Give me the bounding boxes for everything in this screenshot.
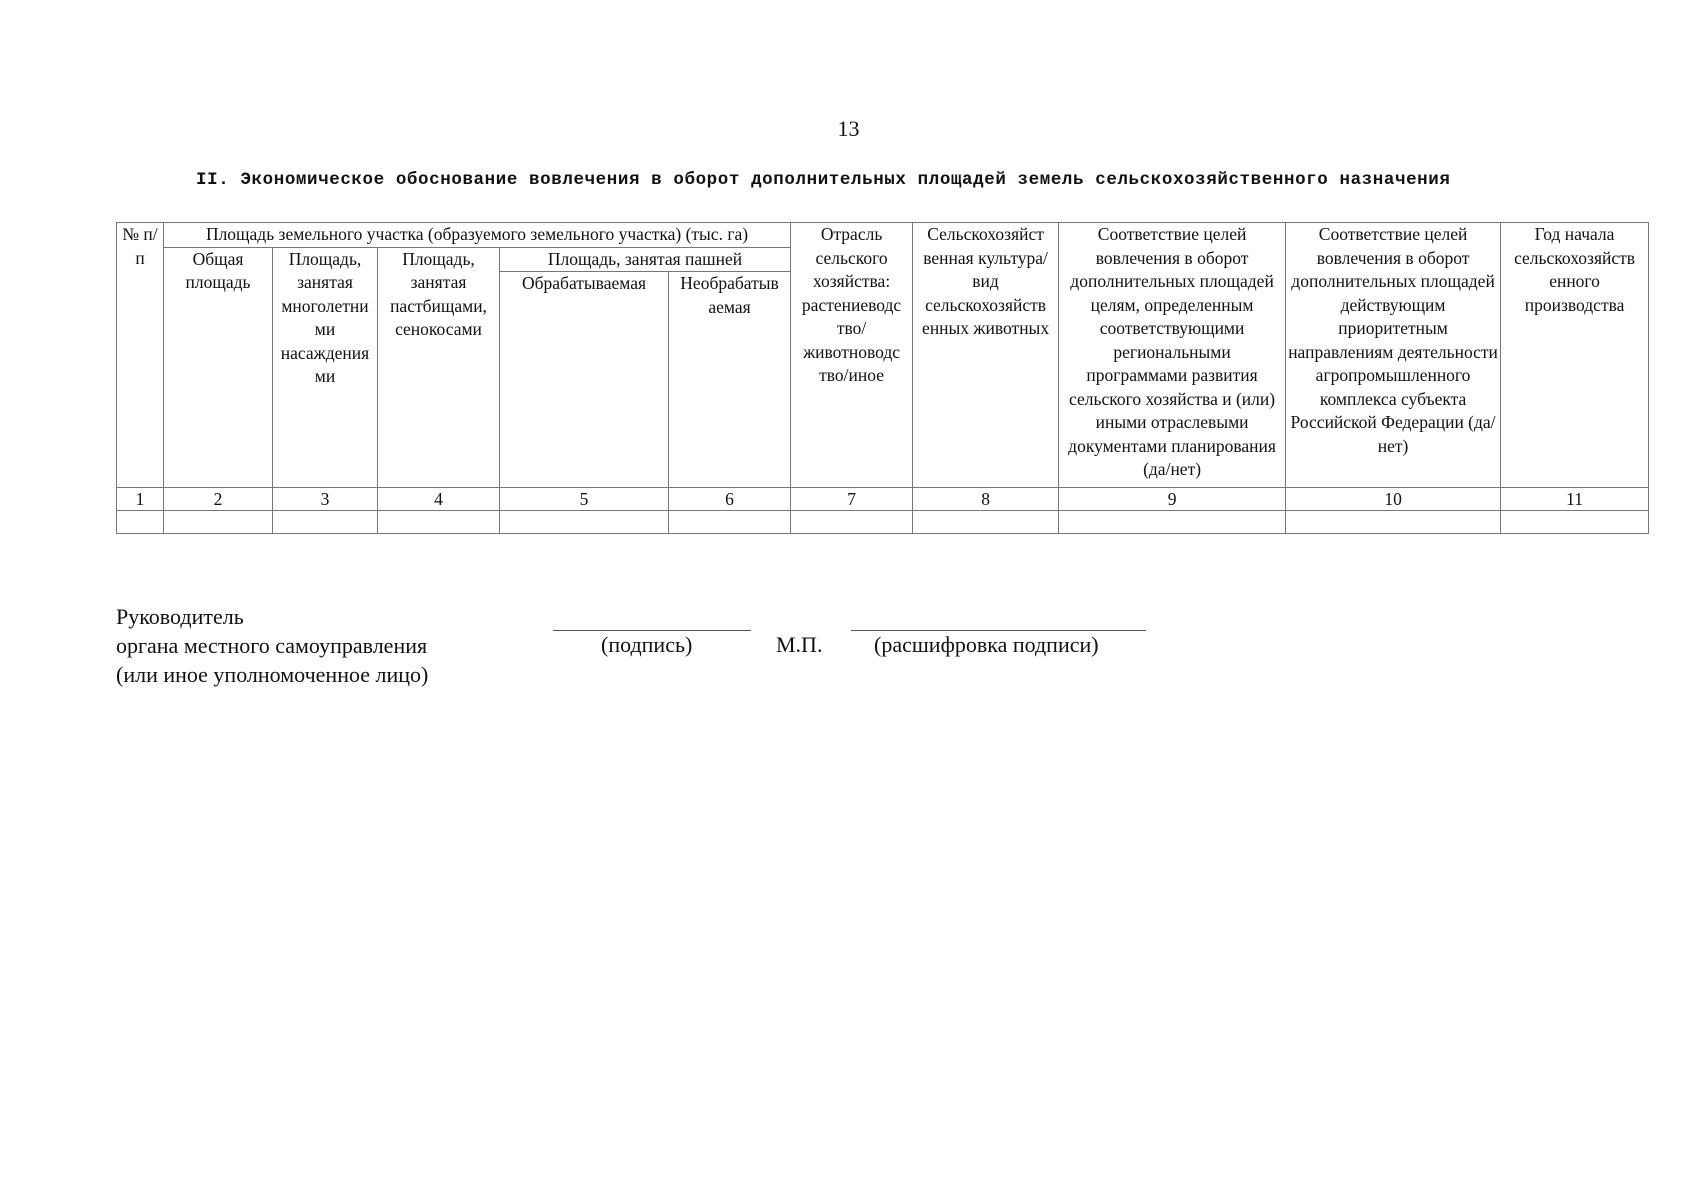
stamp-label: М.П. xyxy=(776,632,823,657)
header-cell-perennial: Площадь, занятая многолетни ми насаждения ми xyxy=(273,247,378,488)
empty-cell[interactable] xyxy=(500,511,669,534)
table-row xyxy=(117,511,1649,534)
signatory-alt: (или иное уполномоченное лицо) xyxy=(116,662,429,687)
header-cell-cultivated: Обрабатываемая xyxy=(500,272,669,488)
header-cell-uncultivated: Необрабатыв аемая xyxy=(669,272,791,488)
column-number: 10 xyxy=(1286,488,1501,511)
column-number: 5 xyxy=(500,488,669,511)
header-cell-priority: Соответствие целей вовлечения в оборот дополнительных площадей действующим приоритетным направлениям деятельности агропромышленного комплекса субъекта Российской Федерации (да/нет) xyxy=(1286,223,1501,488)
column-number: 8 xyxy=(913,488,1059,511)
land-use-table xyxy=(116,222,1649,534)
header-cell-area-group: Площадь земельного участка (образуемого земельного участка) (тыс. га) xyxy=(164,223,791,248)
empty-cell[interactable] xyxy=(117,511,164,534)
column-number-row xyxy=(117,488,1649,511)
header-cell-arable-group: Площадь, занятая пашней xyxy=(500,247,791,272)
column-number: 2 xyxy=(164,488,273,511)
column-number: 3 xyxy=(273,488,378,511)
header-cell-total: Общая площадь xyxy=(164,247,273,488)
empty-cell[interactable] xyxy=(913,511,1059,534)
empty-cell[interactable] xyxy=(378,511,500,534)
column-number: 7 xyxy=(791,488,913,511)
header-cell-year: Год начала сельскохозяйств енного производства xyxy=(1501,223,1649,488)
header-cell-pasture: Площадь, занятая пастбищами, сенокосами xyxy=(378,247,500,488)
signatory-title: Руководитель xyxy=(116,604,244,629)
empty-cell[interactable] xyxy=(1501,511,1649,534)
empty-cell[interactable] xyxy=(164,511,273,534)
header-cell-regional: Соответствие целей вовлечения в оборот дополнительных площадей целям, определенным соответствующими региональными программами развития сельского хозяйства и (или) иными отраслевыми документами планирования (да/нет) xyxy=(1059,223,1286,488)
signature-caption: (подпись) xyxy=(601,632,693,657)
column-number: 4 xyxy=(378,488,500,511)
decoding-line xyxy=(851,630,1146,631)
header-cell-no: № п/п xyxy=(117,223,164,488)
empty-cell[interactable] xyxy=(791,511,913,534)
signature-line xyxy=(553,630,751,631)
empty-cell[interactable] xyxy=(1286,511,1501,534)
header-cell-branch: Отрасль сельского хозяйства: растениеводс тво/ животноводс тво/иное xyxy=(791,223,913,488)
decoding-caption: (расшифровка подписи) xyxy=(874,632,1099,657)
column-number: 11 xyxy=(1501,488,1649,511)
signatory-organ: органа местного самоуправления xyxy=(116,633,428,658)
empty-cell[interactable] xyxy=(1059,511,1286,534)
signatory-block xyxy=(116,602,428,689)
section-title: II. Экономическое обоснование вовлечения в оборот дополнительных площадей земель сельскохозяйственного назначения xyxy=(196,170,1451,190)
empty-cell[interactable] xyxy=(273,511,378,534)
column-number: 6 xyxy=(669,488,791,511)
page-number: 13 xyxy=(837,116,860,141)
column-number: 9 xyxy=(1059,488,1286,511)
column-number: 1 xyxy=(117,488,164,511)
header-cell-crop: Сельскохозяйст венная культура/ вид сельскохозяйств енных животных xyxy=(913,223,1059,488)
empty-cell[interactable] xyxy=(669,511,791,534)
